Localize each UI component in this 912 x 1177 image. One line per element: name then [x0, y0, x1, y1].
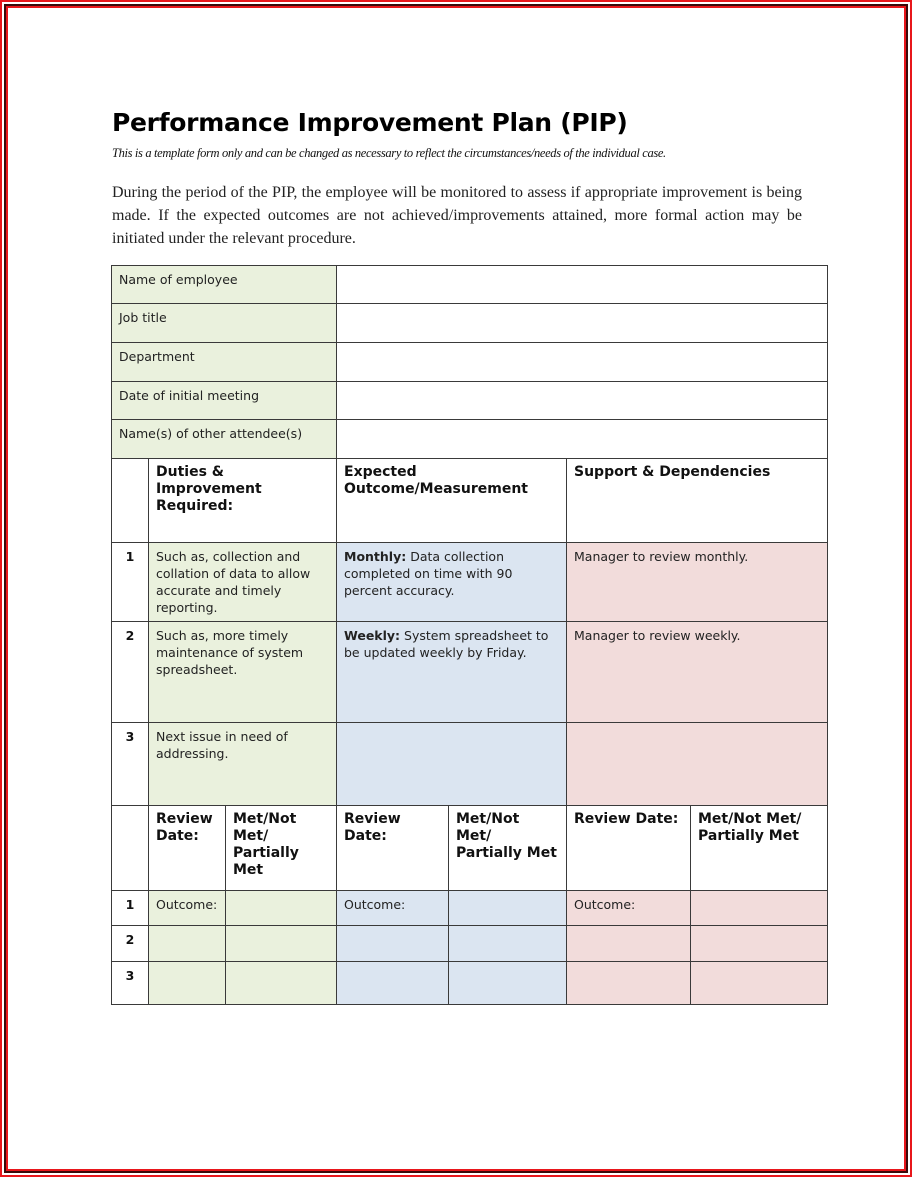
- met-status-header: Met/Not Met/ Partially Met: [449, 806, 567, 891]
- detail-row: [112, 382, 828, 420]
- row-number: 3: [112, 962, 149, 1005]
- detail-label: Date of initial meeting: [112, 382, 337, 420]
- review-outcome-cell[interactable]: Outcome:: [149, 891, 226, 926]
- review-date-header: Review Date:: [337, 806, 449, 891]
- department-field[interactable]: [337, 343, 828, 382]
- other-attendees-field[interactable]: [337, 420, 828, 459]
- review-date-header: Review Date:: [149, 806, 226, 891]
- plan-header-row: [112, 459, 828, 543]
- support-cell[interactable]: Manager to review monthly.: [567, 543, 828, 622]
- review-row: [112, 962, 828, 1005]
- initial-meeting-date-field[interactable]: [337, 382, 828, 420]
- detail-row: [112, 266, 828, 304]
- met-status-cell[interactable]: [226, 891, 337, 926]
- outcome-frequency: Monthly:: [344, 549, 407, 564]
- row-number: 2: [112, 926, 149, 962]
- support-header: Support & Dependencies: [567, 459, 828, 543]
- detail-label: Department: [112, 343, 337, 382]
- outcome-text: System spreadsheet to be updated weekly by Friday.: [344, 628, 549, 660]
- review-outcome-cell[interactable]: [149, 926, 226, 962]
- outcome-cell[interactable]: [337, 622, 567, 723]
- detail-row: [112, 343, 828, 382]
- job-title-field[interactable]: [337, 304, 828, 343]
- employee-name-field[interactable]: [337, 266, 828, 304]
- met-status-header: Met/Not Met/ Partially Met: [226, 806, 337, 891]
- row-number: 2: [112, 622, 149, 723]
- met-status-header: Met/Not Met/ Partially Met: [691, 806, 828, 891]
- met-status-cell[interactable]: [449, 926, 567, 962]
- review-outcome-cell[interactable]: [567, 926, 691, 962]
- intro-paragraph: During the period of the PIP, the employee will be monitored to assess if appropriate improvement is being made. If the expected outcomes are not achieved/improvements attained, more formal action may be initiated under the relevant procedure.: [112, 184, 802, 247]
- support-cell[interactable]: Manager to review weekly.: [567, 622, 828, 723]
- review-outcome-cell[interactable]: [567, 962, 691, 1005]
- detail-label: Name of employee: [112, 266, 337, 304]
- met-status-cell[interactable]: [226, 962, 337, 1005]
- outcome-cell[interactable]: [337, 543, 567, 622]
- review-outcome-cell[interactable]: [149, 962, 226, 1005]
- detail-label: Name(s) of other attendee(s): [112, 420, 337, 459]
- duty-cell[interactable]: Next issue in need of addressing.: [149, 723, 337, 806]
- review-outcome-cell[interactable]: [337, 926, 449, 962]
- duty-cell[interactable]: Such as, collection and collation of data to allow accurate and timely reporting.: [149, 543, 337, 622]
- duty-cell[interactable]: Such as, more timely maintenance of system spreadsheet.: [149, 622, 337, 723]
- detail-row: [112, 304, 828, 343]
- met-status-cell[interactable]: [691, 962, 828, 1005]
- num-header-cell: [112, 459, 149, 543]
- document-subtitle: This is a template form only and can be changed as necessary to reflect the circumstances/needs of the individual case.: [112, 146, 666, 160]
- detail-row: [112, 420, 828, 459]
- outcome-text: Data collection completed on time with 90 percent accuracy.: [344, 549, 513, 598]
- row-number: 1: [112, 543, 149, 622]
- met-status-cell[interactable]: [226, 926, 337, 962]
- document-title: Performance Improvement Plan (PIP): [112, 108, 628, 137]
- outcome-frequency: Weekly:: [344, 628, 401, 643]
- duties-header: Duties & Improvement Required:: [149, 459, 337, 543]
- row-number: 1: [112, 891, 149, 926]
- num-header-cell: [112, 806, 149, 891]
- detail-label: Job title: [112, 304, 337, 343]
- support-cell[interactable]: [567, 723, 828, 806]
- met-status-cell[interactable]: [691, 891, 828, 926]
- met-status-cell[interactable]: [691, 926, 828, 962]
- row-number: 3: [112, 723, 149, 806]
- plan-row: [112, 543, 828, 622]
- plan-row: [112, 622, 828, 723]
- review-outcome-cell[interactable]: Outcome:: [567, 891, 691, 926]
- review-outcome-cell[interactable]: Outcome:: [337, 891, 449, 926]
- outcome-header: Expected Outcome/Measurement: [337, 459, 567, 543]
- review-header-row: [112, 806, 828, 891]
- met-status-cell[interactable]: [449, 891, 567, 926]
- review-row: [112, 891, 828, 926]
- review-outcome-cell[interactable]: [337, 962, 449, 1005]
- met-status-cell[interactable]: [449, 962, 567, 1005]
- pip-form-table: [111, 265, 828, 1005]
- review-date-header: Review Date:: [567, 806, 691, 891]
- outcome-cell[interactable]: [337, 723, 567, 806]
- plan-row: [112, 723, 828, 806]
- review-row: [112, 926, 828, 962]
